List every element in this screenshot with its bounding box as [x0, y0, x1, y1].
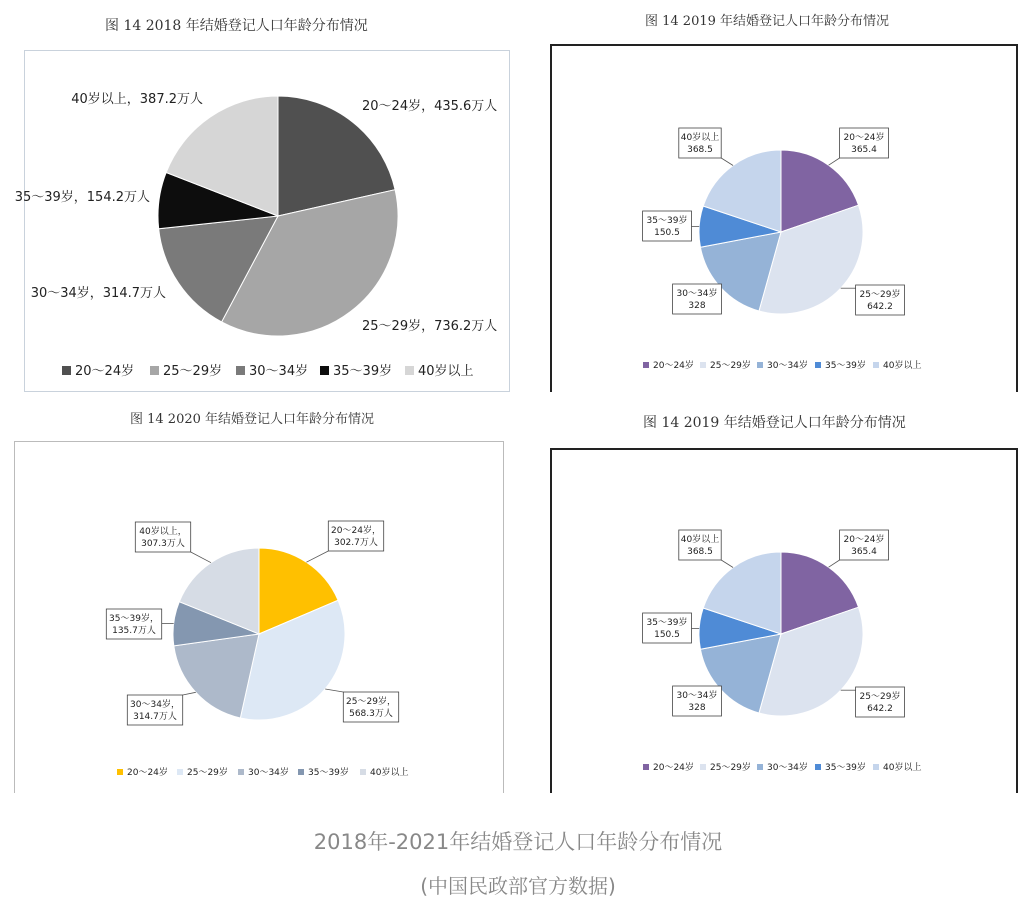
data-label: 150.5: [654, 630, 680, 640]
data-label: 30～34岁，314.7万人: [30, 286, 166, 301]
legend-label: 20～24岁: [653, 763, 694, 773]
legend-label: 25～29岁: [710, 361, 751, 371]
data-label: 35～39岁: [646, 618, 688, 628]
legend-label: 25～29岁: [710, 763, 751, 773]
legend-label: 20～24岁: [653, 361, 694, 371]
legend-label: 20～24岁: [75, 364, 135, 379]
data-label: 150.5: [654, 228, 680, 238]
legend-label: 20～24岁: [127, 768, 168, 778]
data-label: 328: [688, 301, 706, 311]
data-label: 25～29岁: [859, 692, 901, 702]
data-label: 20～24岁，: [331, 526, 381, 536]
legend-label: 30～34岁: [767, 361, 808, 371]
chart-title-2019-bottom: 图 14 2019 年结婚登记人口年龄分布情况: [643, 415, 906, 431]
legend-label: 40岁以上: [418, 364, 474, 379]
data-label: 307.3万人: [141, 539, 185, 549]
data-label: 25～29岁: [859, 290, 901, 300]
legend-label: 35～39岁: [825, 361, 866, 371]
data-label: 314.7万人: [133, 712, 177, 722]
legend-swatch: [757, 764, 763, 770]
legend-swatch: [643, 764, 649, 770]
legend-label: 25～29岁: [163, 364, 223, 379]
data-label: 365.4: [851, 145, 877, 155]
legend-label: 40岁以上: [883, 361, 922, 371]
data-label: 30～34岁: [676, 691, 718, 701]
data-label: 40岁以上，387.2万人: [71, 92, 203, 107]
legend-label: 30～34岁: [767, 763, 808, 773]
leader-line: [721, 560, 733, 568]
data-label: 25～29岁，736.2万人: [362, 319, 498, 334]
data-label: 20～24岁: [843, 133, 885, 143]
data-label: 135.7万人: [112, 626, 156, 636]
chart-title-2018: 图 14 2018 年结婚登记人口年龄分布情况: [105, 18, 368, 34]
leader-line: [829, 560, 840, 567]
data-label: 568.3万人: [349, 709, 393, 719]
data-label: 642.2: [867, 302, 893, 312]
data-label: 25～29岁，: [346, 697, 396, 707]
legend-swatch: [815, 764, 821, 770]
figure-caption: 2018年-2021年结婚登记人口年龄分布情况: [313, 830, 723, 854]
data-label: 302.7万人: [334, 538, 378, 548]
data-label: 20～24岁: [843, 535, 885, 545]
data-label: 40岁以上: [680, 535, 720, 545]
data-label: 20～24岁，435.6万人: [362, 99, 498, 114]
legend-label: 25～29岁: [187, 768, 228, 778]
data-label: 30～34岁: [676, 289, 718, 299]
data-label: 365.4: [851, 547, 877, 557]
data-label: 642.2: [867, 704, 893, 714]
legend-label: 30～34岁: [248, 768, 289, 778]
legend-label: 35～39岁: [825, 763, 866, 773]
legend-label: 35～39岁: [308, 768, 349, 778]
data-label: 368.5: [687, 547, 713, 557]
chart-title-2020: 图 14 2020 年结婚登记人口年龄分布情况: [130, 412, 375, 427]
data-label: 35～39岁，154.2万人: [14, 190, 150, 205]
legend-swatch: [873, 764, 879, 770]
data-label: 35～39岁: [646, 216, 688, 226]
legend-label: 30～34岁: [249, 364, 309, 379]
legend-label: 40岁以上: [370, 768, 409, 778]
data-label: 40岁以上，: [139, 527, 187, 537]
chart-title-2019-top: 图 14 2019 年结婚登记人口年龄分布情况: [645, 14, 890, 29]
legend-label: 35～39岁: [333, 364, 393, 379]
data-label: 368.5: [687, 145, 713, 155]
data-label: 30～34岁，: [130, 700, 180, 710]
data-label: 40岁以上: [680, 133, 720, 143]
data-label: 328: [688, 703, 706, 713]
legend-swatch: [700, 764, 706, 770]
data-label: 35～39岁，: [109, 614, 159, 624]
legend-label: 40岁以上: [883, 763, 922, 773]
figure-source: (中国民政部官方数据): [420, 874, 616, 898]
